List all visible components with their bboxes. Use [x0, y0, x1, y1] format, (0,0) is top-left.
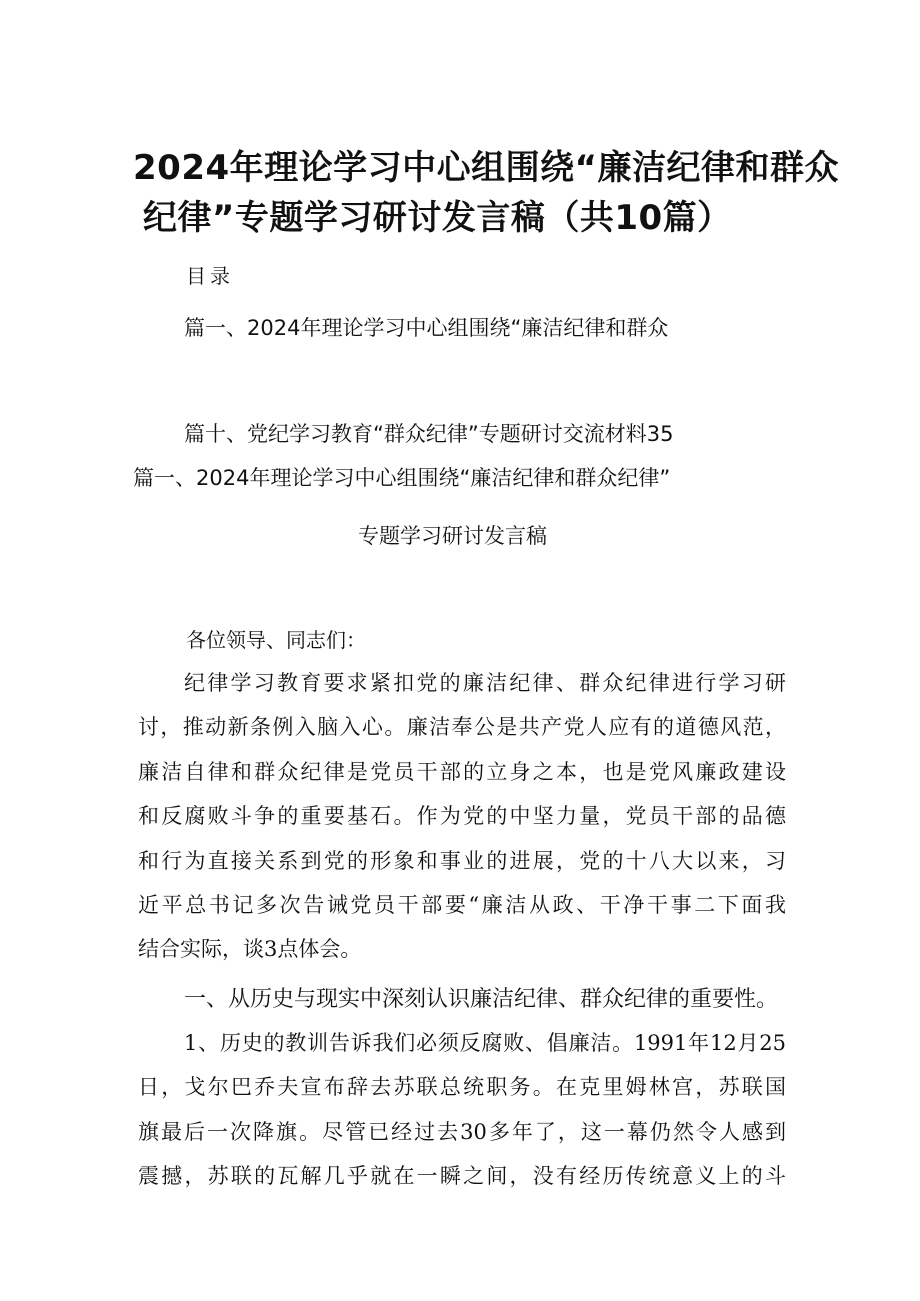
paragraph-line: 和反腐败斗争的重要基石。作为党的中坚力量，党员干部的品德: [138, 804, 786, 828]
salutation: 各位领导、同志们：: [186, 628, 366, 652]
paragraph-line: 震撼，苏联的瓦解几乎就在一瞬之间，没有经历传统意义上的斗: [138, 1164, 786, 1188]
toc-item-1[interactable]: 篇一、2024年理论学习中心组围绕“廉洁纪律和群众: [184, 316, 669, 340]
toc-label: 目录: [186, 264, 234, 288]
section-heading-1: 一、从历史与现实中深刻认识廉洁纪律、群众纪律的重要性。: [184, 987, 779, 1012]
paragraph-line: 廉洁自律和群众纪律是党员干部的立身之本，也是党风廉政建设: [138, 760, 786, 784]
paragraph-line: 日，戈尔巴乔夫宣布辞去苏联总统职务。在克里姆林宫，苏联国: [138, 1075, 786, 1099]
paragraph-line: 1、历史的教训告诉我们必须反腐败、倡廉洁。1991年12月25: [184, 1031, 786, 1055]
paragraph-line: 旗最后一次降旗。尽管已经过去30多年了，这一幕仍然令人感到: [138, 1120, 786, 1144]
document-title-line-2: 纪律”专题学习研讨发言稿（共10篇）: [143, 198, 732, 238]
document-title-line-1: 2024年理论学习中心组围绕“廉洁纪律和群众: [133, 148, 839, 188]
article-heading-line-2: 专题学习研讨发言稿: [358, 524, 547, 548]
paragraph-line: 讨，推动新条例入脑入心。廉洁奉公是共产党人应有的道德风范，: [138, 715, 786, 739]
paragraph-line: 近平总书记多次告诫党员干部要“廉洁从政、干净干事二下面我: [138, 893, 786, 917]
paragraph-line: 和行为直接关系到党的形象和事业的进展，党的十八大以来，习: [138, 849, 786, 873]
paragraph-line: 纪律学习教育要求紧扣党的廉洁纪律、群众纪律进行学习研: [184, 671, 786, 695]
article-heading-line-1: 篇一、2024年理论学习中心组围绕“廉洁纪律和群众纪律”: [133, 466, 671, 490]
toc-item-10[interactable]: 篇十、党纪学习教育“群众纪律”专题研讨交流材料35: [184, 422, 674, 446]
paragraph-line: 结合实际，谈3点体会。: [138, 937, 362, 961]
